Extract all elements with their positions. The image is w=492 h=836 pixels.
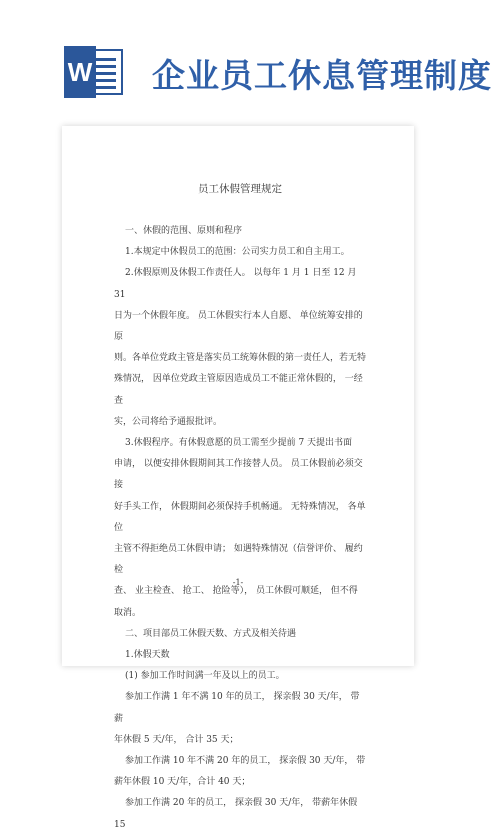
text-line: 薪年休假 10 天/年，合计 40 天； [114,777,251,788]
text-line: 参加工作满 1 年不满 10 年的员工， 探亲假 30 天/年， 带薪 [114,692,360,724]
section-heading: 一、休假的范围、原则和程序 [125,226,243,236]
text-line: 参加工作满 10 年不满 20 年的员工， 探亲假 30 天/年， 带 [125,756,366,767]
text-line: 实，公司将给予通报批评。 [114,416,223,427]
text-line: 则。各单位党政主管是落实员工统筹休假的第一责任人，若无特 [114,353,367,364]
document-body [114,179,366,836]
text-line: 查、 业主检查、 抢工、 抢险等）， 员工休假可顺延， 但不得取消。 [114,586,358,618]
text-line: 1.本规定中休假员工的范围：公司实力员工和自主用工。 [125,247,350,258]
text-line: 参加工作满 20 年的员工， 探亲假 30 天/年， 带薪年休假 15 [114,798,358,830]
text-line: (1) 参加工作时间满一年及以上的员工。 [125,671,285,682]
document-title: 员工休假管理规定 [198,183,282,195]
page-number: -1- [232,578,244,587]
text-line: 3.休假程序。有休假意愿的员工需至少提前 7 天提出书面 [125,438,353,449]
text-line: 2.休假原则及休假工作责任人。 以每年 1 月 1 日至 12 月 31 [114,268,357,300]
word-document-icon [64,44,124,100]
text-line: 主管不得拒绝员工休假申请； 如遇特殊情况（信誉评价、 履约检 [114,544,363,576]
text-line: 1.休假天数 [125,650,170,661]
text-line: 日为一个休假年度。 员工休假实行本人自愿、 单位统筹安排的原 [114,310,363,343]
page-title: 企业员工休息管理制度 [152,56,492,95]
text-line: 年休假 5 天/年， 合计 35 天； [114,734,239,745]
text-line: 殊情况， 因单位党政主管原因造成员工不能正常休假的， 一经查 [114,374,363,406]
text-line: 好手头工作， 休假期间必须保持手机畅通。 无特殊情况， 各单位 [114,501,366,533]
document-page [62,126,414,830]
text-line: 申请， 以便安排休假期间其工作接替人员。 员工休假前必须交接 [114,459,363,491]
section-heading: 二、项目部员工休假天数、方式及相关待遇 [125,628,297,639]
logo-letter: W [67,57,93,87]
header-banner [0,0,492,118]
